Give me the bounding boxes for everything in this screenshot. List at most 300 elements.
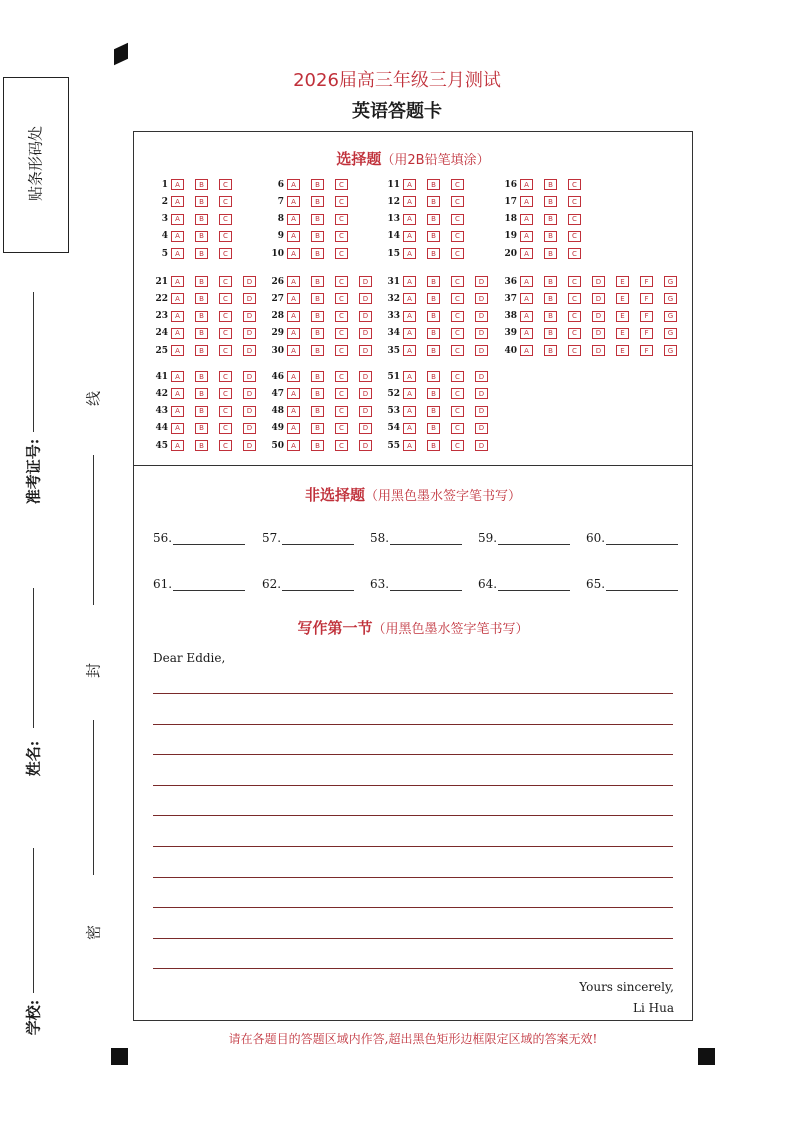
option-bubble-b[interactable]: B [195,406,208,417]
option-bubble-c[interactable]: C [219,311,232,322]
option-bubble-b[interactable]: B [427,345,440,356]
option-bubble-b[interactable]: B [544,179,557,190]
option-bubble-g[interactable]: G [664,328,677,339]
option-bubble-c[interactable]: C [568,248,581,259]
question-number: 27 [271,293,284,304]
writing-line [153,724,673,725]
option-bubble-b[interactable]: B [427,440,440,451]
option-bubble-c[interactable]: C [219,406,232,417]
option-bubble-b[interactable]: B [311,345,324,356]
blank-61[interactable] [153,577,245,591]
option-bubble-b[interactable]: B [544,231,557,242]
question-17 [497,195,592,208]
option-bubble-g[interactable]: G [664,311,677,322]
option-bubble-a[interactable]: A [520,293,533,304]
blank-number: 59. [478,531,498,545]
option-bubble-f[interactable]: F [640,293,653,304]
option-bubble-c[interactable]: C [568,276,581,287]
option-bubble-d[interactable]: D [243,388,256,399]
option-bubble-g[interactable]: G [664,293,677,304]
objective-title: 选择题 [336,150,382,168]
option-bubble-c[interactable]: C [219,231,232,242]
question-15 [380,247,475,260]
option-bubble-c[interactable]: C [219,214,232,225]
option-bubble-c[interactable]: C [451,214,464,225]
option-bubble-a[interactable]: A [171,345,184,356]
option-bubble-a[interactable]: A [171,179,184,190]
question-number: 42 [155,388,168,399]
option-bubble-c[interactable]: C [335,231,348,242]
seal-char-secret: 密 [84,925,103,941]
option-bubble-f[interactable]: F [640,276,653,287]
option-bubble-d[interactable]: D [592,276,605,287]
option-bubble-b[interactable]: B [311,440,324,451]
writing-line [153,877,673,878]
option-bubble-c[interactable]: C [568,293,581,304]
option-bubble-b[interactable]: B [311,248,324,259]
option-bubble-e[interactable]: E [616,311,629,322]
option-bubble-b[interactable]: B [195,440,208,451]
option-bubble-c[interactable]: C [568,231,581,242]
option-bubble-b[interactable]: B [544,328,557,339]
option-bubble-c[interactable]: C [568,345,581,356]
option-bubble-c[interactable]: C [451,311,464,322]
closing: Yours sincerely, [579,980,674,994]
blank-line [173,579,245,591]
option-bubble-d[interactable]: D [475,328,488,339]
option-bubble-c[interactable]: C [335,179,348,190]
registration-mark-top-left [114,43,128,66]
name-line [33,588,34,728]
option-bubble-a[interactable]: A [287,388,300,399]
option-bubble-a[interactable]: A [520,196,533,207]
question-number: 16 [504,179,517,190]
option-bubble-e[interactable]: E [616,276,629,287]
option-bubble-c[interactable]: C [451,440,464,451]
question-55 [380,439,499,452]
option-bubble-a[interactable]: A [287,276,300,287]
option-bubble-c[interactable]: C [335,248,348,259]
option-bubble-b[interactable]: B [544,311,557,322]
option-bubble-c[interactable]: C [568,311,581,322]
option-bubble-d[interactable]: D [243,328,256,339]
option-bubble-b[interactable]: B [427,328,440,339]
option-bubble-c[interactable]: C [219,423,232,434]
blank-62[interactable] [262,577,354,591]
option-bubble-c[interactable]: C [335,214,348,225]
option-bubble-b[interactable]: B [427,214,440,225]
option-bubble-a[interactable]: A [403,179,416,190]
option-bubble-e[interactable]: E [616,345,629,356]
option-bubble-d[interactable]: D [475,440,488,451]
option-bubble-c[interactable]: C [335,311,348,322]
option-bubble-d[interactable]: D [359,388,372,399]
option-bubble-a[interactable]: A [520,214,533,225]
option-bubble-a[interactable]: A [403,440,416,451]
objective-section-title [133,148,693,169]
option-bubble-c[interactable]: C [219,328,232,339]
option-bubble-a[interactable]: A [403,345,416,356]
option-bubble-b[interactable]: B [544,276,557,287]
option-bubble-c[interactable]: C [568,214,581,225]
question-number: 48 [271,406,284,417]
option-bubble-b[interactable]: B [311,406,324,417]
option-bubble-d[interactable]: D [359,423,372,434]
option-bubble-c[interactable]: C [568,196,581,207]
option-bubble-c[interactable]: C [451,179,464,190]
option-bubble-b[interactable]: B [544,214,557,225]
writing-title: 写作第一节 [297,619,373,637]
option-bubble-d[interactable]: D [243,293,256,304]
blank-line [606,533,678,545]
option-bubble-a[interactable]: A [520,328,533,339]
question-28 [264,310,383,323]
option-bubble-a[interactable]: A [287,179,300,190]
option-bubble-d[interactable]: D [475,345,488,356]
option-bubble-a[interactable]: A [287,231,300,242]
option-bubble-c[interactable]: C [219,440,232,451]
option-bubble-b[interactable]: B [311,179,324,190]
option-bubble-c[interactable]: C [335,371,348,382]
option-bubble-a[interactable]: A [403,248,416,259]
option-bubble-g[interactable]: G [664,345,677,356]
option-bubble-a[interactable]: A [520,345,533,356]
option-bubble-b[interactable]: B [427,388,440,399]
option-bubble-c[interactable]: C [568,179,581,190]
option-bubble-b[interactable]: B [195,388,208,399]
writing-note: （用黑色墨水签字笔书写） [372,622,529,637]
option-bubble-b[interactable]: B [311,388,324,399]
option-bubble-d[interactable]: D [475,406,488,417]
option-bubble-d[interactable]: D [243,423,256,434]
option-bubble-a[interactable]: A [287,345,300,356]
option-bubble-d[interactable]: D [359,293,372,304]
option-bubble-a[interactable]: A [403,328,416,339]
option-bubble-c[interactable]: C [219,388,232,399]
option-bubble-a[interactable]: A [403,231,416,242]
question-number: 34 [387,328,400,339]
question-number: 33 [387,311,400,322]
question-14 [380,230,475,243]
option-bubble-a[interactable]: A [171,231,184,242]
option-bubble-c[interactable]: C [451,196,464,207]
option-bubble-b[interactable]: B [195,179,208,190]
option-bubble-c[interactable]: C [568,328,581,339]
option-bubble-b[interactable]: B [427,293,440,304]
option-bubble-e[interactable]: E [616,328,629,339]
blank-58[interactable] [370,531,462,545]
option-bubble-c[interactable]: C [219,371,232,382]
option-bubble-b[interactable]: B [311,276,324,287]
question-13 [380,213,475,226]
option-bubble-c[interactable]: C [335,406,348,417]
blank-line [282,579,354,591]
option-bubble-d[interactable]: D [592,345,605,356]
option-bubble-b[interactable]: B [544,345,557,356]
option-bubble-a[interactable]: A [171,371,184,382]
option-bubble-a[interactable]: A [520,179,533,190]
option-bubble-c[interactable]: C [335,276,348,287]
option-bubble-b[interactable]: B [427,196,440,207]
writing-line [153,907,673,908]
option-bubble-d[interactable]: D [359,440,372,451]
option-bubble-d[interactable]: D [243,440,256,451]
option-bubble-c[interactable]: C [219,179,232,190]
option-bubble-d[interactable]: D [592,311,605,322]
option-bubble-b[interactable]: B [427,276,440,287]
option-bubble-b[interactable]: B [195,276,208,287]
question-45 [148,439,267,452]
option-bubble-c[interactable]: C [451,406,464,417]
question-10 [264,247,359,260]
subjective-section-title [133,484,693,505]
question-number: 30 [271,345,284,356]
blank-56[interactable] [153,531,245,545]
option-bubble-d[interactable]: D [243,406,256,417]
option-bubble-a[interactable]: A [403,293,416,304]
option-bubble-b[interactable]: B [427,423,440,434]
option-bubble-c[interactable]: C [335,293,348,304]
option-bubble-d[interactable]: D [592,293,605,304]
writing-line [153,938,673,939]
writing-line [153,785,673,786]
option-bubble-a[interactable]: A [403,276,416,287]
option-bubble-a[interactable]: A [520,248,533,259]
question-18 [497,213,592,226]
option-bubble-a[interactable]: A [171,311,184,322]
blank-line [390,533,462,545]
question-21 [148,275,267,288]
question-number: 6 [277,179,284,190]
question-9 [264,230,359,243]
option-bubble-b[interactable]: B [195,345,208,356]
option-bubble-f[interactable]: F [640,328,653,339]
blank-number: 57. [262,531,282,545]
option-bubble-c[interactable]: C [219,248,232,259]
option-bubble-b[interactable]: B [195,328,208,339]
question-number: 40 [504,345,517,356]
option-bubble-a[interactable]: A [171,196,184,207]
question-number: 7 [277,196,284,207]
option-bubble-b[interactable]: B [311,328,324,339]
option-bubble-e[interactable]: E [616,293,629,304]
option-bubble-c[interactable]: C [451,388,464,399]
option-bubble-b[interactable]: B [427,371,440,382]
option-bubble-c[interactable]: C [335,440,348,451]
option-bubble-d[interactable]: D [359,276,372,287]
option-bubble-b[interactable]: B [195,293,208,304]
option-bubble-a[interactable]: A [287,328,300,339]
question-number: 5 [161,248,168,259]
question-number: 28 [271,311,284,322]
option-bubble-a[interactable]: A [403,423,416,434]
option-bubble-a[interactable]: A [287,406,300,417]
question-number: 52 [387,388,400,399]
question-number: 35 [387,345,400,356]
option-bubble-d[interactable]: D [243,345,256,356]
seal-char-seal: 封 [84,663,103,679]
option-bubble-d[interactable]: D [475,276,488,287]
option-bubble-a[interactable]: A [171,293,184,304]
option-bubble-a[interactable]: A [171,406,184,417]
blank-65[interactable] [586,577,678,591]
question-6 [264,178,359,191]
option-bubble-a[interactable]: A [520,311,533,322]
question-27 [264,292,383,305]
option-bubble-c[interactable]: C [451,248,464,259]
option-bubble-a[interactable]: A [520,231,533,242]
question-number: 21 [155,276,168,287]
option-bubble-d[interactable]: D [359,328,372,339]
question-48 [264,405,383,418]
option-bubble-c[interactable]: C [451,231,464,242]
option-bubble-c[interactable]: C [451,293,464,304]
option-bubble-d[interactable]: D [243,276,256,287]
blank-number: 58. [370,531,390,545]
question-16 [497,178,592,191]
option-bubble-b[interactable]: B [427,248,440,259]
option-bubble-a[interactable]: A [403,406,416,417]
option-bubble-b[interactable]: B [311,196,324,207]
option-bubble-c[interactable]: C [219,276,232,287]
option-bubble-b[interactable]: B [311,371,324,382]
option-bubble-b[interactable]: B [195,248,208,259]
blank-number: 61. [153,577,173,591]
option-bubble-a[interactable]: A [403,371,416,382]
option-bubble-d[interactable]: D [359,406,372,417]
footer-warning: 请在各题目的答题区域内作答,超出黑色矩形边框限定区域的答案无效! [228,1032,598,1046]
option-bubble-a[interactable]: A [287,423,300,434]
option-bubble-d[interactable]: D [359,371,372,382]
option-bubble-b[interactable]: B [311,214,324,225]
blank-63[interactable] [370,577,462,591]
option-bubble-d[interactable]: D [475,311,488,322]
option-bubble-d[interactable]: D [243,371,256,382]
option-bubble-a[interactable]: A [287,248,300,259]
option-bubble-c[interactable]: C [451,423,464,434]
option-bubble-a[interactable]: A [171,276,184,287]
blank-59[interactable] [478,531,570,545]
question-number: 10 [271,248,284,259]
option-bubble-b[interactable]: B [427,406,440,417]
option-bubble-a[interactable]: A [403,388,416,399]
question-8 [264,213,359,226]
option-bubble-d[interactable]: D [475,371,488,382]
option-bubble-f[interactable]: F [640,345,653,356]
blank-64[interactable] [478,577,570,591]
question-number: 51 [387,371,400,382]
option-bubble-b[interactable]: B [311,423,324,434]
question-number: 26 [271,276,284,287]
option-bubble-a[interactable]: A [403,196,416,207]
option-bubble-b[interactable]: B [195,214,208,225]
question-25 [148,344,267,357]
answer-sheet-title: 英语答题卡 [352,101,442,122]
option-bubble-d[interactable]: D [475,423,488,434]
question-number: 43 [155,406,168,417]
question-number: 17 [504,196,517,207]
question-number: 38 [504,311,517,322]
option-bubble-f[interactable]: F [640,311,653,322]
option-bubble-a[interactable]: A [171,423,184,434]
option-bubble-b[interactable]: B [195,196,208,207]
question-number: 2 [161,196,168,207]
option-bubble-b[interactable]: B [195,231,208,242]
question-49 [264,422,383,435]
question-number: 44 [155,423,168,434]
option-bubble-b[interactable]: B [311,293,324,304]
option-bubble-c[interactable]: C [451,345,464,356]
option-bubble-c[interactable]: C [335,423,348,434]
question-number: 15 [387,248,400,259]
option-bubble-c[interactable]: C [219,345,232,356]
option-bubble-a[interactable]: A [403,311,416,322]
option-bubble-b[interactable]: B [195,311,208,322]
question-43 [148,405,267,418]
blank-60[interactable] [586,531,678,545]
option-bubble-b[interactable]: B [427,179,440,190]
option-bubble-c[interactable]: C [219,293,232,304]
question-39 [497,327,688,340]
option-bubble-a[interactable]: A [287,196,300,207]
option-bubble-a[interactable]: A [171,214,184,225]
option-bubble-b[interactable]: B [195,371,208,382]
option-bubble-b[interactable]: B [427,231,440,242]
option-bubble-c[interactable]: C [451,371,464,382]
option-bubble-a[interactable]: A [287,371,300,382]
option-bubble-g[interactable]: G [664,276,677,287]
option-bubble-b[interactable]: B [544,293,557,304]
option-bubble-b[interactable]: B [427,311,440,322]
option-bubble-b[interactable]: B [544,248,557,259]
option-bubble-a[interactable]: A [171,388,184,399]
question-number: 4 [161,231,168,242]
option-bubble-d[interactable]: D [475,293,488,304]
option-bubble-a[interactable]: A [287,214,300,225]
option-bubble-c[interactable]: C [451,276,464,287]
option-bubble-c[interactable]: C [451,328,464,339]
question-number: 37 [504,293,517,304]
option-bubble-a[interactable]: A [403,214,416,225]
option-bubble-d[interactable]: D [243,311,256,322]
option-bubble-a[interactable]: A [171,440,184,451]
option-bubble-b[interactable]: B [311,231,324,242]
signature: Li Hua [633,1001,674,1015]
option-bubble-a[interactable]: A [171,248,184,259]
option-bubble-c[interactable]: C [335,388,348,399]
option-bubble-c[interactable]: C [219,196,232,207]
option-bubble-d[interactable]: D [592,328,605,339]
question-number: 36 [504,276,517,287]
blank-57[interactable] [262,531,354,545]
option-bubble-b[interactable]: B [544,196,557,207]
question-3 [148,213,243,226]
option-bubble-d[interactable]: D [359,345,372,356]
blank-number: 64. [478,577,498,591]
option-bubble-a[interactable]: A [287,293,300,304]
option-bubble-b[interactable]: B [311,311,324,322]
option-bubble-a[interactable]: A [287,311,300,322]
option-bubble-a[interactable]: A [171,328,184,339]
option-bubble-a[interactable]: A [287,440,300,451]
option-bubble-c[interactable]: C [335,328,348,339]
option-bubble-b[interactable]: B [195,423,208,434]
option-bubble-c[interactable]: C [335,345,348,356]
option-bubble-c[interactable]: C [335,196,348,207]
option-bubble-a[interactable]: A [520,276,533,287]
option-bubble-d[interactable]: D [475,388,488,399]
option-bubble-d[interactable]: D [359,311,372,322]
